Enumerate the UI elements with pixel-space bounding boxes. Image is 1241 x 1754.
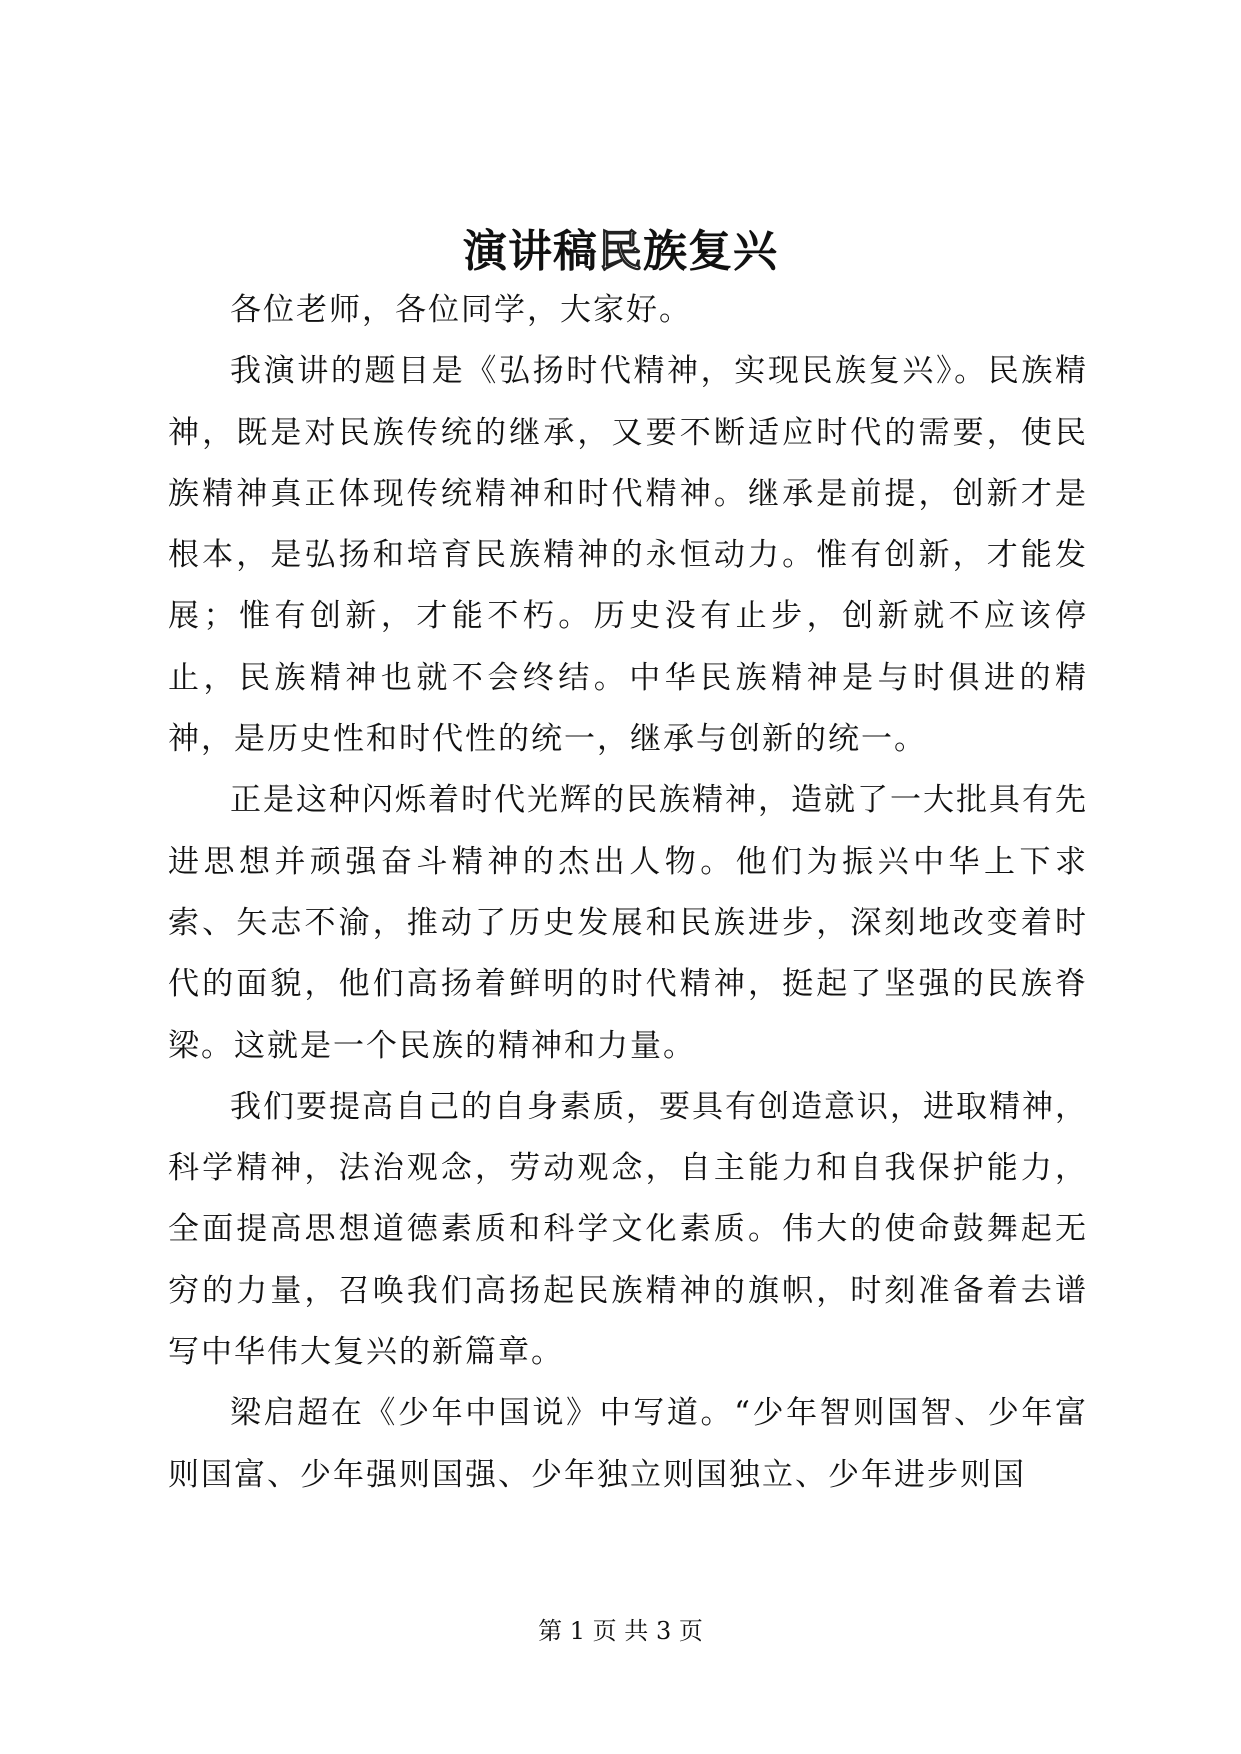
paragraph-liang-qichao: 梁启超在《少年中国说》中写道。“少年智则国智、少年富则国富、少年强则国强、少年独立则国独立、少年进步则国 — [168, 1395, 1088, 1493]
page-number-footer: 第 1 页 共 3 页 — [538, 1617, 703, 1645]
document-title — [0, 222, 1241, 282]
document-body — [168, 280, 1088, 1506]
paragraph-heroes: 正是这种闪烁着时代光辉的民族精神，造就了一大批具有先进思想并顽强奋斗精神的杰出人物。他们为振兴中华上下求索、矢志不渝，推动了历史发展和民族进步，深刻地改变着时代的面貌，他们高扬着鲜明的时代精神，挺起了坚强的民族脊梁。这就是一个民族的精神和力量。 — [168, 782, 1088, 1064]
paragraph-greeting: 各位老师，各位同学，大家好。 — [230, 292, 692, 328]
paragraph-topic: 我演讲的题目是《弘扬时代精神，实现民族复兴》。民族精神，既是对民族传统的继承，又要不断适应时代的需要，使民族精神真正体现传统精神和时代精神。继承是前提，创新才是根本，是弘扬和培育民族精神的永恒动力。惟有创新，才能发展；惟有创新，才能不朽。历史没有止步，创新就不应该停止，民族精神也就不会终结。中华民族精神是与时俱进的精神，是历史性和时代性的统一，继承与创新的统一。 — [168, 353, 1088, 758]
paragraph-quality: 我们要提高自己的自身素质，要具有创造意识，进取精神，科学精神，法治观念，劳动观念，自主能力和自我保护能力，全面提高思想道德素质和科学文化素质。伟大的使命鼓舞起无穷的力量，召唤我们高扬起民族精神的旗帜，时刻准备着去谱写中华伟大复兴的新篇章。 — [168, 1088, 1088, 1371]
title-text-highlight: 民 — [598, 226, 643, 277]
title-text-1: 演讲稿 — [463, 226, 598, 277]
title-text-2: 族复兴 — [643, 226, 778, 277]
